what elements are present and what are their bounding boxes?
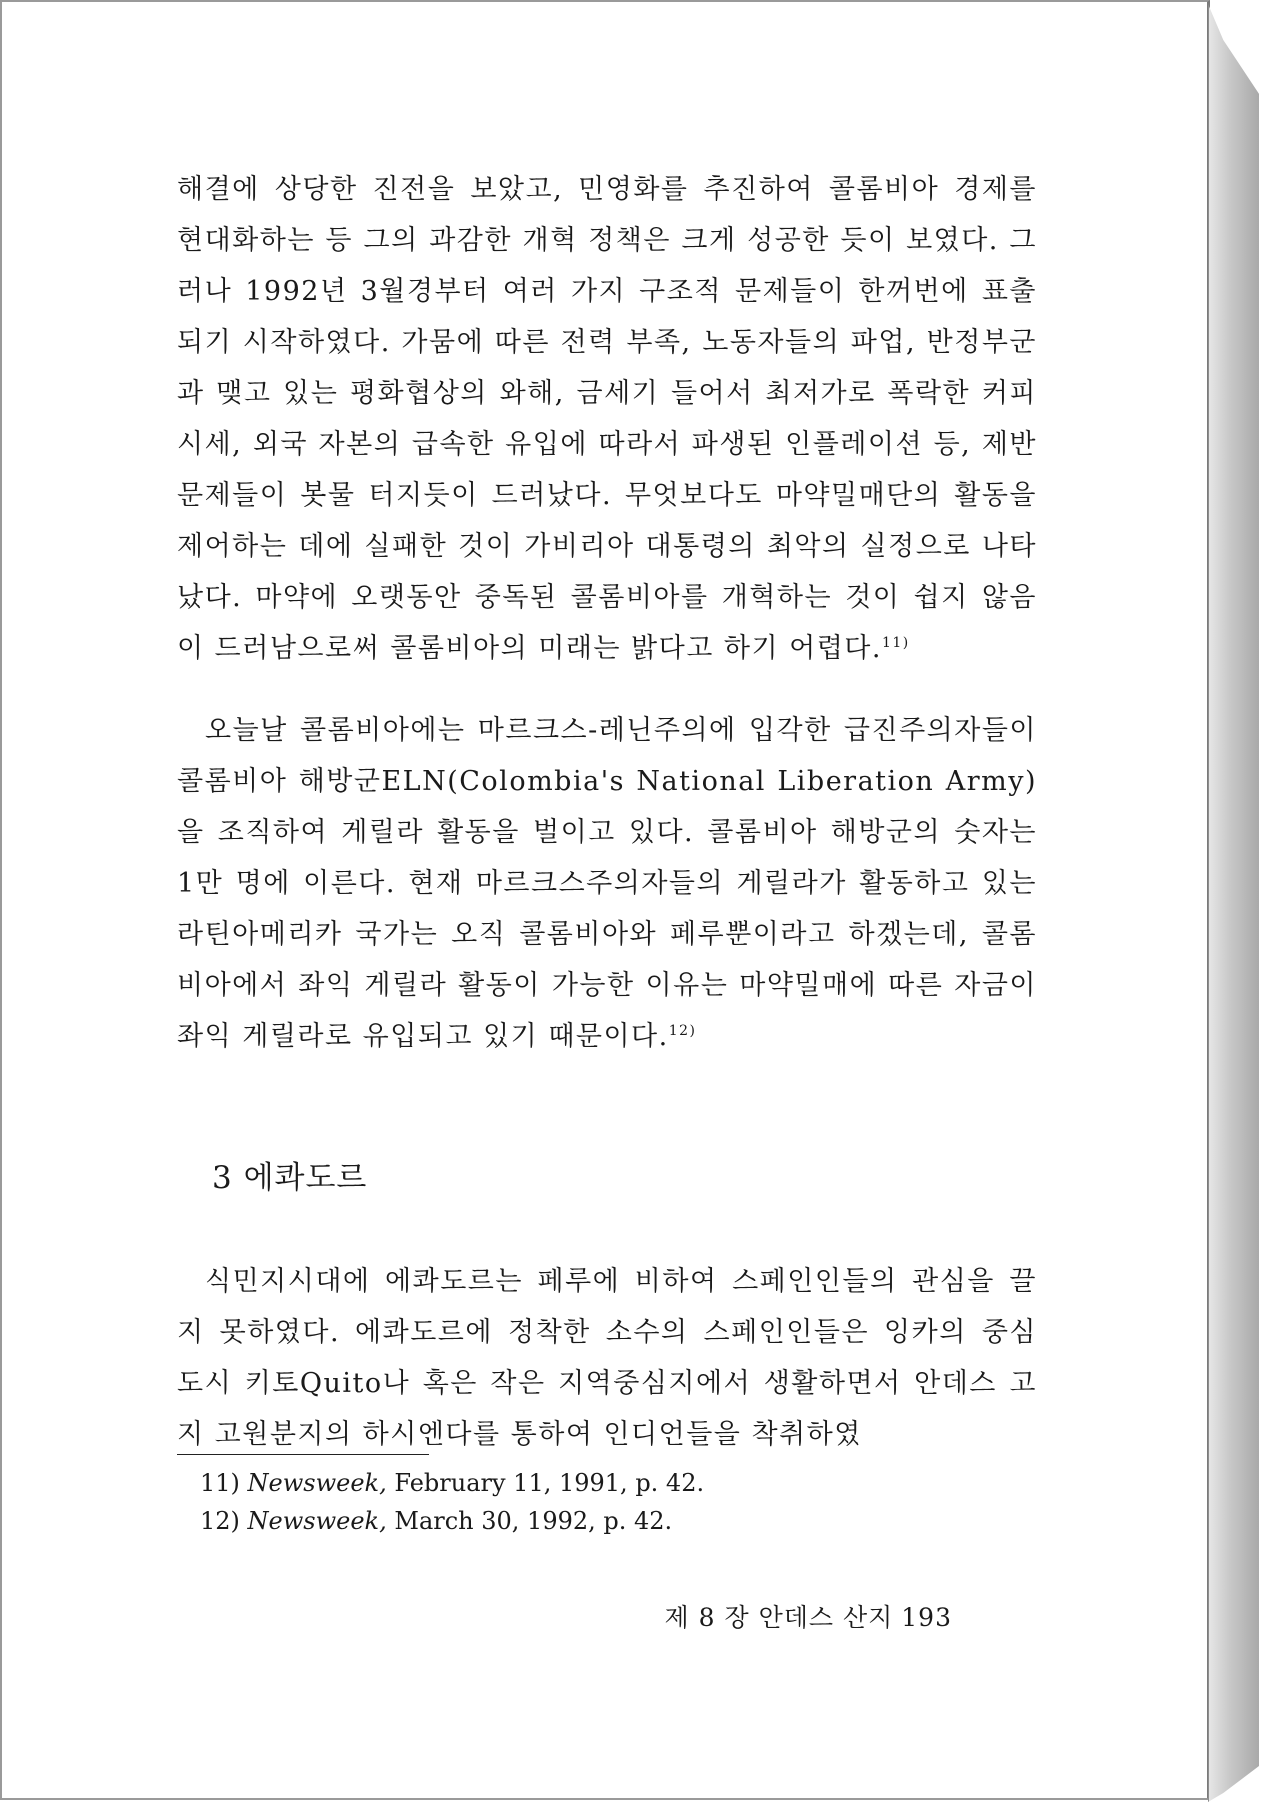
paragraph-text: 해결에 상당한 진전을 보았고, 민영화를 추진하여 콜롬비아 경제를 현대화하는 등 그의 과감한 개혁 정책은 크게 성공한 듯이 보였다. 그러나 1992년 3월경부터 여러 가지 구조적 문제들이 한꺼번에 표출되기 시작하였다. 가뭄에 따른 전력 부족, 노동자들의 파업, 반정부군과 맺고 있는 평화협상의 와해, 금세기 들어서 최저가로 폭락한 커피 시세, 외국 자본의 급속한 유입에 따라서 파생된 인플레이션 등, 제반 문제들이 봇물 터지듯이 드러났다. 무엇보다도 마약밀매단의 활동을 제어하는 데에 실패한 것이 가비리아 대통령의 최악의 실정으로 나타났다. 마약에 오랫동안 중독된 콜롬비아를 개혁하는 것이 쉽지 않음이 드러남으로써 콜롬비아의 미래는 밝다고 하기 어렵다. [177, 174, 1037, 664]
chapter-title: 제 8 장 안데스 산지 [664, 1603, 894, 1632]
body-paragraph-3 [177, 1256, 1037, 1460]
page-footer [657, 1598, 952, 1634]
body-paragraph-1 [177, 164, 1037, 674]
paragraph-text: 식민지시대에 에콰도르는 페루에 비하여 스페인인들의 관심을 끌지 못하였다. 에콰도르에 정착한 소수의 스페인인들은 잉카의 중심 도시 키토Quito나 혹은 작은 지역중심지에서 생활하면서 안데스 고지 고원분지의 하시엔다를 통하여 인디언들을 착취하였 [177, 1266, 1037, 1450]
paragraph-text: 오늘날 콜롬비아에는 마르크스-레닌주의에 입각한 급진주의자들이 콜롬비아 해방군ELN(Colombia's National Liberation Army)을 조직하여 게릴라 활동을 벌이고 있다. 콜롬비아 해방군의 숫자는 1만 명에 이른다. 현재 마르크스주의자들의 게릴라가 활동하고 있는 라틴아메리카 국가는 오직 콜롬비아와 페루뿐이라고 하겠는데, 콜롬비아에서 좌익 게릴라 활동이 가능한 이유는 마약밀매에 따른 자금이 좌익 게릴라로 유입되고 있기 때문이다. [177, 715, 1037, 1052]
footnote-12 [200, 1502, 704, 1540]
footnote-source: Newsweek, [247, 1469, 387, 1497]
footnote-source: Newsweek, [247, 1507, 387, 1535]
body-paragraph-2 [177, 705, 1037, 1062]
section-heading: 3 에콰도르 [212, 1160, 368, 1196]
footnote-number: 12) [200, 1507, 240, 1535]
footnotes [200, 1464, 704, 1540]
footnote-divider [177, 1454, 429, 1455]
page-number: 193 [901, 1603, 952, 1632]
footnote-number: 11) [200, 1469, 240, 1497]
footnote-detail: February 11, 1991, p. 42. [394, 1469, 705, 1497]
footnote-ref-12[interactable]: 12) [668, 1023, 697, 1039]
footnote-detail: March 30, 1992, p. 42. [394, 1507, 673, 1535]
page-edge-shadow [1208, 4, 1259, 1802]
footnote-ref-11[interactable]: 11) [881, 635, 910, 651]
footnote-11 [200, 1464, 704, 1502]
